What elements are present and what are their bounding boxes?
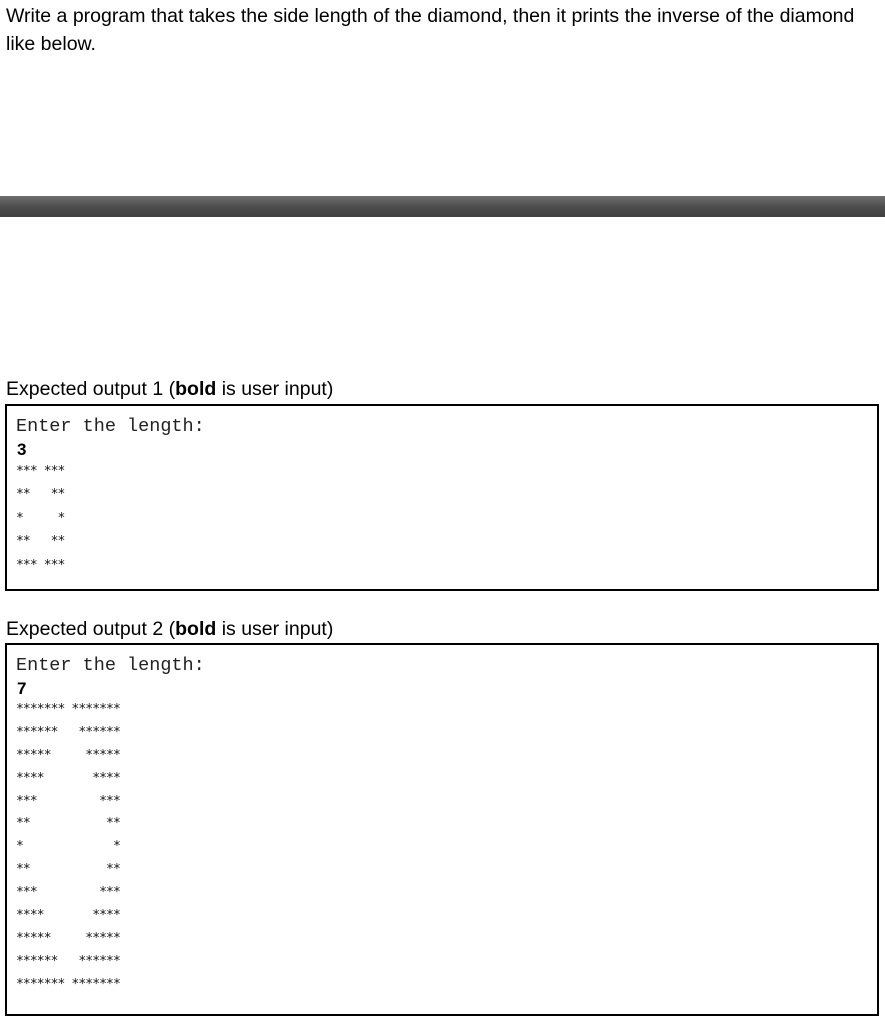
expected-output-1-box [5,404,879,591]
star-line: ****** ****** [16,953,120,969]
star-line: *** *** [16,557,65,573]
caption-bold-word: bold [175,618,217,640]
star-line: ** ** [16,534,65,550]
star-line: **** **** [16,908,120,924]
star-line: *** *** [16,793,120,809]
star-line: * * [16,510,65,526]
caption-text: is user input) [216,618,334,640]
expected-output-2-caption [6,617,333,641]
user-input: 7 [17,679,27,698]
star-line: ***** ***** [16,930,120,946]
prompt-line: Enter the length: [16,416,205,437]
instructions-text: Write a program that takes the side length of the diamond, then it prints the inverse of the diamond like below. [6,5,855,55]
caption-text: is user input) [216,378,334,400]
user-input: 3 [17,440,27,459]
prompt-line: Enter the length: [16,655,205,676]
star-line: ******* ******* [16,976,120,992]
star-line: ** ** [16,862,120,878]
expected-output-1-caption [6,377,333,401]
star-line: *** *** [16,885,120,901]
caption-text: Expected output 1 ( [6,378,176,400]
star-line: ****** ****** [16,724,120,740]
caption-text: Expected output 2 ( [6,618,176,640]
star-line: **** **** [16,770,120,786]
star-line: ***** ***** [16,747,120,763]
star-line: ** ** [16,487,65,503]
star-line: * * [16,839,120,855]
star-line: *** *** [16,464,65,479]
star-line: ******* ******* [16,702,120,717]
expected-output-2-box [5,643,879,1016]
star-line: ** ** [16,816,120,832]
divider-bar [0,196,885,217]
caption-bold-word: bold [175,378,217,400]
